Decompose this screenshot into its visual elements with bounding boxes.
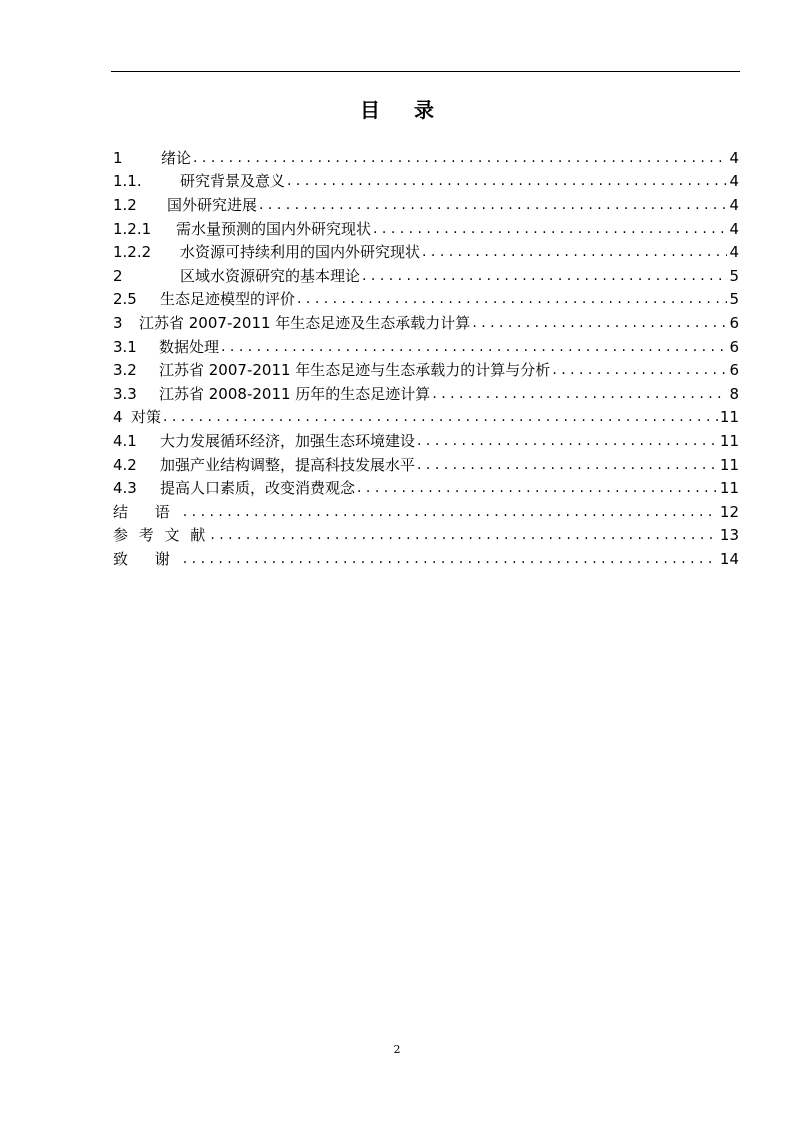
toc-title [0,94,794,124]
page-number: 2 [393,1043,401,1056]
toc-leader-dots [287,172,727,190]
toc-entry-page: 13 [719,526,739,545]
toc-entry[interactable] [113,406,739,430]
toc-entry-page: 4 [729,219,739,238]
toc-entry-page: 6 [729,337,739,356]
toc-entry-number: 1.2.2 [113,243,152,262]
toc-entry-page: 11 [719,479,739,498]
toc-leader-dots [297,290,727,308]
toc-leader-dots [259,196,727,214]
toc-entry[interactable] [113,382,739,406]
toc-leader-dots [422,243,727,261]
toc-entry-number: 1.2 [113,195,137,214]
toc-entry-label: 提高人口素质，改变消费观念 [160,479,356,498]
toc-entry-acknowledgements[interactable] [113,547,739,571]
toc-entry-label: 加强产业结构调整，提高科技发展水平 [160,455,416,474]
toc-entry-label: 对策 [131,408,162,427]
toc-entry-conclusion[interactable] [113,500,739,524]
toc-leader-dots [210,526,718,544]
toc-entry-label: 数据处理 [159,337,220,356]
toc-entry-label: 水资源可持续利用的国内外研究现状 [180,243,421,262]
toc-entry[interactable] [113,358,739,382]
toc-entry-page: 8 [729,384,739,403]
toc-entry-number: 2.5 [113,290,137,309]
toc-entry[interactable] [113,240,739,264]
toc-entry-number: 4 [113,408,123,427]
toc-entry-number: 3.2 [113,361,137,380]
toc-entry-label: 生态足迹模型的评价 [160,290,296,309]
toc-entry[interactable] [113,311,739,335]
toc-entry[interactable] [113,146,739,170]
toc-entry-number: 4.3 [113,479,137,498]
toc-entry-number: 1.1. [113,172,142,191]
toc-leader-dots [221,338,727,356]
toc-leader-dots [432,385,727,403]
toc-entry-number: 3.3 [113,384,137,403]
toc-entry[interactable] [113,170,739,194]
toc-entry-page: 4 [729,243,739,262]
toc-entry-page: 4 [729,148,739,167]
toc-leader-dots [183,550,718,568]
toc-leader-dots [357,479,718,497]
toc-entry-label: 江苏省 2008-2011 历年的生态足迹计算 [159,384,431,403]
toc-entry-page: 5 [729,290,739,309]
toc-entry-number: 2 [113,266,123,285]
toc-entry-page: 11 [719,455,739,474]
toc-leader-dots [373,220,727,238]
toc-entry-page: 6 [729,361,739,380]
toc-leader-dots [193,149,727,167]
toc-entry[interactable] [113,217,739,241]
toc-leader-dots [183,503,718,521]
toc-entry-page: 4 [729,195,739,214]
toc-leader-dots [552,361,727,379]
toc-entry[interactable] [113,429,739,453]
toc-entry-page: 4 [729,172,739,191]
toc-entry-page: 14 [719,549,739,568]
toc-entry-page: 11 [719,408,739,427]
toc-entry[interactable] [113,453,739,477]
toc-leader-dots [472,314,727,332]
toc-leader-dots [362,267,727,285]
toc-entry-label: 需水量预测的国内外研究现状 [176,219,372,238]
toc-entry-label: 国外研究进展 [167,195,258,214]
toc-entry-number: 3.1 [113,337,137,356]
toc-leader-dots [417,456,718,474]
toc-entry[interactable] [113,335,739,359]
toc-entry-page: 5 [729,266,739,285]
toc-entry[interactable] [113,264,739,288]
toc-entry-label: 致 谢 [113,549,181,568]
toc-entry-label: 大力发展循环经济，加强生态环境建设 [160,431,416,450]
toc-entry[interactable] [113,193,739,217]
toc-title-char-1: 目 [360,98,380,122]
toc-entry-number: 1 [113,148,123,167]
toc-entry-page: 12 [719,502,739,521]
toc-entry-references[interactable] [113,524,739,548]
toc-entry-number: 4.2 [113,455,137,474]
toc-entry-page: 11 [719,431,739,450]
toc-entry-number: 3 [113,313,123,332]
toc-entry-label: 江苏省 2007-2011 年生态足迹及生态承载力计算 [139,313,471,332]
toc-entry-label: 结 语 [113,502,181,521]
toc-entry-label: 研究背景及意义 [180,172,286,191]
toc-entry-label: 绪论 [161,148,192,167]
toc-leader-dots [417,432,718,450]
toc-entry-number: 1.2.1 [113,219,152,238]
toc-entry-page: 6 [729,313,739,332]
toc-entry[interactable] [113,288,739,312]
header-rule [111,71,740,72]
toc-entry[interactable] [113,476,739,500]
toc-entry-label: 江苏省 2007-2011 年生态足迹与生态承载力的计算与分析 [159,361,551,380]
toc-entry-number: 4.1 [113,431,137,450]
toc-entry-label: 参 考 文 献 [113,526,209,545]
toc-title-char-2: 录 [414,98,434,122]
toc-leader-dots [163,408,718,426]
toc-entry-label: 区域水资源研究的基本理论 [180,266,361,285]
table-of-contents [113,146,739,571]
